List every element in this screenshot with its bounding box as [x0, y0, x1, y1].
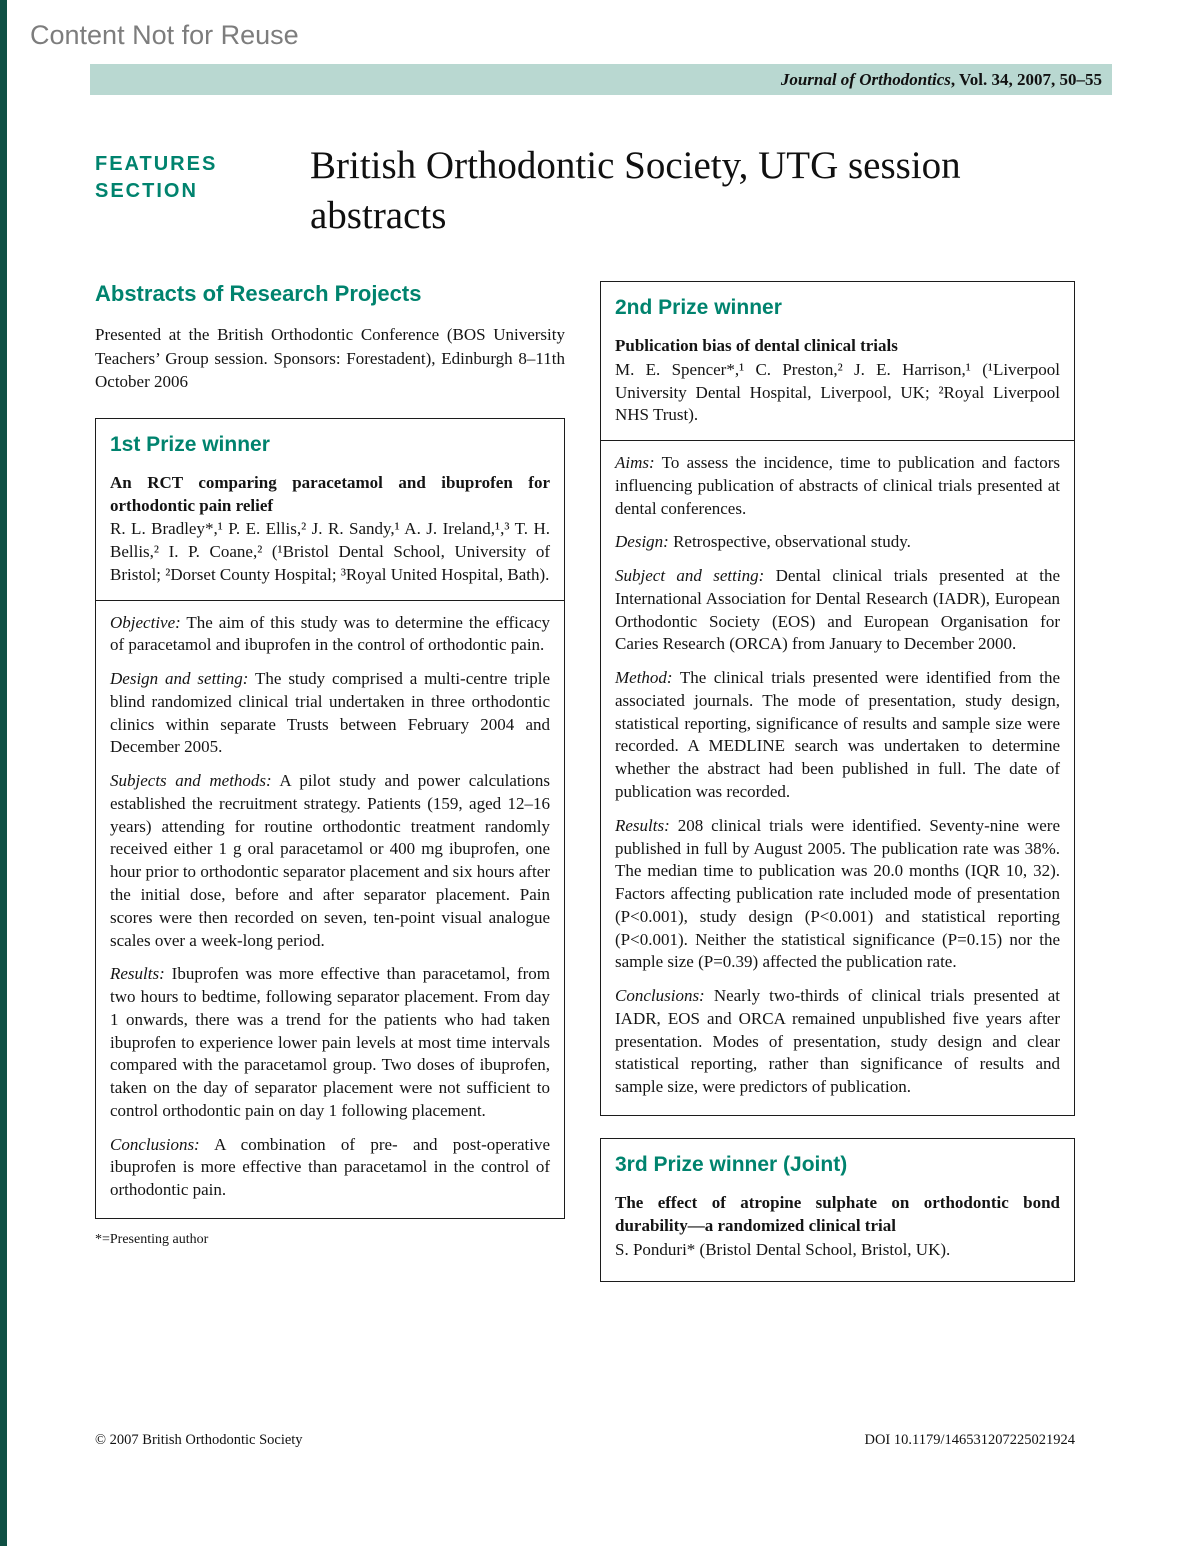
third-prize-box: [600, 1138, 1075, 1282]
section-text: A pilot study and power calculations established the recruitment strategy. Patients (159, aged 12–16 years) attending for routine orthodontic treatment randomly received either 1 g oral paracetamol or 400 mg ibuprofen, one hour prior to orthodontic separator placement and six hours after the initial dose, before and after separator placement. Pain scores were then recorded on seven, ten-point visual analogue scales over a week-long period.: [110, 771, 550, 950]
paper-title: The effect of atropine sulphate on orthodontic bond durability—a randomized clinical trial: [615, 1193, 1060, 1235]
section-text: The study comprised a multi-centre triple blind randomized clinical trial undertaken in three orthodontic clinics within separate Trusts between February 2004 and December 2005.: [110, 669, 550, 757]
abstract-paragraph: [110, 1134, 550, 1202]
right-column: [600, 281, 1075, 1283]
left-column: [95, 281, 565, 1248]
section-label: Design:: [615, 532, 669, 552]
paper-title: An RCT comparing paracetamol and ibuprofen for orthodontic pain relief: [110, 472, 550, 515]
second-prize-heading: 2nd Prize winner: [615, 295, 782, 319]
doi-text: DOI 10.1179/146531207225021924: [864, 1432, 1075, 1448]
author-line: R. L. Bradley*,¹ P. E. Ellis,² J. R. Sandy,¹ A. J. Ireland,¹,³ T. H. Bellis,² I. P. Coane,² (¹Bristol Dental School, University of Bristol; ²Dorset County Hospital; ³Royal United Hospital, Bath).: [110, 519, 550, 584]
presenting-author-footnote: *=Presenting author: [95, 1231, 209, 1247]
section-heading: Abstracts of Research Projects: [95, 280, 422, 306]
abstract-paragraph: [110, 612, 550, 658]
abstract-paragraph: [615, 667, 1060, 804]
section-label: Conclusions:: [110, 1134, 200, 1154]
section-text: 208 clinical trials were identified. Seventy-nine were published in full by August 2005. The publication rate was 38%. The median time to publication was 20.0 months (IQR 10, 32). Factors affecting publication rate included mode of presentation (P<0.001), study design (P<0.001) and statistical reporting (P<0.001). Neither the statistical significance (P=0.15) nor the sample size (P=0.39) affected the publication rate.: [615, 815, 1061, 972]
abstract-paragraph: [615, 531, 1060, 554]
box-divider: [96, 600, 564, 601]
page-title: British Orthodontic Society, UTG session abstracts: [310, 144, 961, 237]
section-label: Results:: [110, 964, 165, 984]
section-text: The aim of this study was to determine the efficacy of paracetamol and ibuprofen in the control of orthodontic pain.: [110, 612, 550, 655]
section-text: To assess the incidence, time to publication and factors influencing publication of abstracts of clinical trials presented at dental conferences.: [615, 453, 1060, 518]
first-prize-heading: 1st Prize winner: [110, 432, 270, 456]
page-footer: [95, 1432, 1075, 1449]
section-text: Retrospective, observational study.: [673, 532, 911, 552]
section-label: Results:: [615, 815, 670, 835]
abstract-paragraph: [110, 668, 550, 759]
two-column-layout: [95, 281, 1200, 1283]
section-label: Objective:: [110, 612, 181, 632]
section-label: Conclusions:: [615, 986, 705, 1006]
section-text: The clinical trials presented were identified from the associated journals. The mode of presentation, study design, statistical reporting, significance of results and sample size were recorded. A MEDLINE search was undertaken to determine whether the abstract had been published in full. The date of publication was recorded.: [615, 668, 1060, 802]
section-label: Aims:: [615, 453, 655, 473]
author-line: S. Ponduri* (Bristol Dental School, Bristol, UK).: [615, 1239, 951, 1259]
paper-title: Publication bias of dental clinical trials: [615, 336, 898, 355]
masthead: [95, 141, 1200, 241]
first-prize-box: [95, 418, 565, 1219]
section-label: Subjects and methods:: [110, 771, 272, 791]
author-line: M. E. Spencer*,¹ C. Preston,² J. E. Harrison,¹ (¹Liverpool University Dental Hospital, Liverpool, UK; ²Royal Liverpool NHS Trust).: [615, 359, 1060, 425]
section-label: Design and setting:: [110, 669, 249, 689]
page-edge-bar: [0, 0, 7, 1546]
section-label: Method:: [615, 668, 673, 688]
watermark-text: Content Not for Reuse: [30, 20, 299, 50]
section-text: Nearly two-thirds of clinical trials presented at IADR, EOS and ORCA remained unpublished five years after presentation. Modes of presentation, study design and clear statistical reporting, rather than significance of results and sample size, were predictors of publication.: [615, 986, 1060, 1097]
abstract-paragraph: [110, 963, 550, 1122]
abstract-paragraph: [615, 815, 1060, 974]
journal-name: Journal of Orthodontics: [780, 69, 951, 89]
section-label: Subject and setting:: [615, 566, 765, 586]
abstract-paragraph: [615, 565, 1060, 656]
journal-header-bar: [90, 64, 1112, 95]
journal-volume-info: , Vol. 34, 2007, 50–55: [950, 69, 1102, 89]
abstract-paragraph: [615, 452, 1060, 520]
section-text: Ibuprofen was more effective than paracetamol, from two hours to bedtime, following separator placement. From day 1 onwards, there was a trend for the patients who had taken ibuprofen to experience lower pain levels at most time intervals compared with the paracetamol group. Two doses of ibuprofen, taken on the day of separator placement were not sufficient to control orthodontic pain on day 1 following placement.: [110, 964, 551, 1120]
abstract-paragraph: [110, 770, 550, 952]
section-text: Dental clinical trials presented at the International Association for Dental Research (IADR), European Orthodontic Society (EOS) and European Organisation for Caries Research (ORCA) from January to December 2000.: [615, 566, 1061, 654]
conference-intro: Presented at the British Orthodontic Conference (BOS University Teachers’ Group session. Sponsors: Forestadent), Edinburgh 8–11th October 2006: [95, 325, 565, 392]
features-section-label: FEATURES SECTION: [95, 153, 218, 202]
section-text: A combination of pre- and post-operative ibuprofen is more effective than paracetamol in the control of orthodontic pain.: [110, 1134, 551, 1200]
box-divider: [601, 440, 1074, 441]
abstract-paragraph: [615, 985, 1060, 1099]
second-prize-box: [600, 281, 1075, 1116]
copyright-text: © 2007 British Orthodontic Society: [95, 1432, 303, 1448]
third-prize-heading: 3rd Prize winner (Joint): [615, 1152, 848, 1176]
